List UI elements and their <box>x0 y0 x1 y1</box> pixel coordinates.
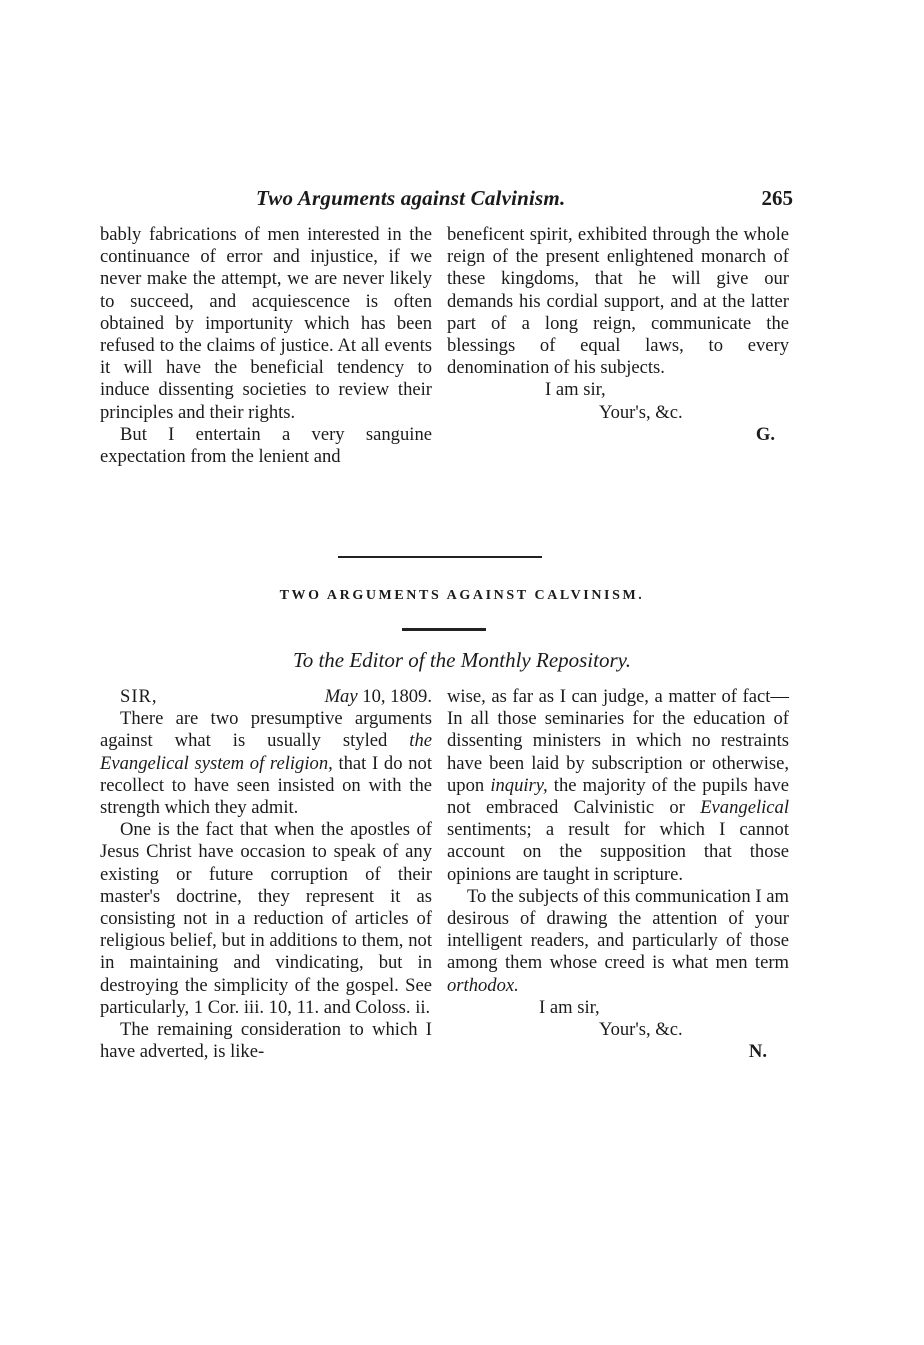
section-divider <box>338 556 542 558</box>
date-month: May <box>324 686 358 707</box>
bottom-right-column <box>447 686 789 1063</box>
signature: N. <box>748 1041 767 1063</box>
paragraph <box>100 708 432 819</box>
signature: G. <box>755 423 775 445</box>
section-title: TWO ARGUMENTS AGAINST CALVINISM. <box>279 588 645 603</box>
page-number: 265 <box>761 186 793 210</box>
paragraph <box>447 686 789 886</box>
emphasis: orthodox. <box>447 974 519 996</box>
text-run: the majority of the pupils have not embraced Calvinistic or <box>447 774 789 819</box>
paragraph <box>447 886 789 997</box>
text-run: sentiments; a result for which I cannot account on the supposition that those opinions are taught in scripture. <box>447 819 789 885</box>
top-left-column <box>100 224 432 468</box>
paragraph: bably fabrications of men interested in the continuance of error and injustice, if we never make the attempt, we are never likely to succeed, and acquiescence is often obtained by importunity which has been refused to the claims of justice. At all events it will have the beneficial tendency to induce dissenting societies to review their principles and their rights. <box>100 224 432 423</box>
closing-line: I am sir, <box>539 996 600 1018</box>
running-head <box>248 186 793 214</box>
closing-valediction: Your's, &c. <box>599 1019 683 1041</box>
closing-line: I am sir, <box>545 379 606 401</box>
closing-valediction: Your's, &c. <box>599 401 683 423</box>
date-day-year: 10, 1809. <box>362 686 432 707</box>
emphasis: Evangelical <box>700 797 789 819</box>
paragraph: One is the fact that when the apostles of Jesus Christ have occasion to speak of any existing or future corruption of their master's doctrine, they represent it as consisting not in a reduction of articles of religious belief, but in additions to them, not in maintaining and vindicating, but in destroying the simplicity of the gospel. See particularly, 1 Cor. iii. 10, 11. and Coloss. ii. <box>100 819 432 1018</box>
paragraph: The remaining consideration to which I have adverted, is like- <box>100 1019 432 1063</box>
letter-address: To the Editor of the Monthly Repository. <box>292 648 632 672</box>
text-run: There are two presumptive arguments against what is usually styled <box>100 708 432 752</box>
emphasis: inquiry, <box>490 774 548 796</box>
text-run: To the subjects of this communication I am desirous of drawing the attention of your intelligent readers, and particularly of those among them whose creed is what men term <box>447 885 789 974</box>
title-divider <box>402 628 486 631</box>
paragraph: beneficent spirit, exhibited through the whole reign of the present enlightened monarch of these kingdoms, that he will give our demands his cordial support, and at the latter part of a long reign, communicate the blessings of equal laws, to every denomination of his subjects. <box>447 224 789 379</box>
text-run: that I do not recollect to have seen insisted on with the strength which they admit. <box>100 752 432 819</box>
top-right-column <box>447 224 789 446</box>
paragraph: But I entertain a very sanguine expectation from the lenient and <box>100 423 432 468</box>
emphasis: the Evangelical system of religion, <box>100 730 432 774</box>
salutation-row <box>100 686 432 708</box>
salutation: SIR, <box>120 686 158 707</box>
letter-date <box>325 686 432 708</box>
running-title: Two Arguments against Calvinism. <box>256 186 566 210</box>
text-run: wise, as far as I can judge, a matter of fact—In all those seminaries for the education of dissenting ministers in which no restraints have been laid by subscription or otherwise, upon <box>447 686 789 796</box>
bottom-left-column <box>100 686 432 1063</box>
